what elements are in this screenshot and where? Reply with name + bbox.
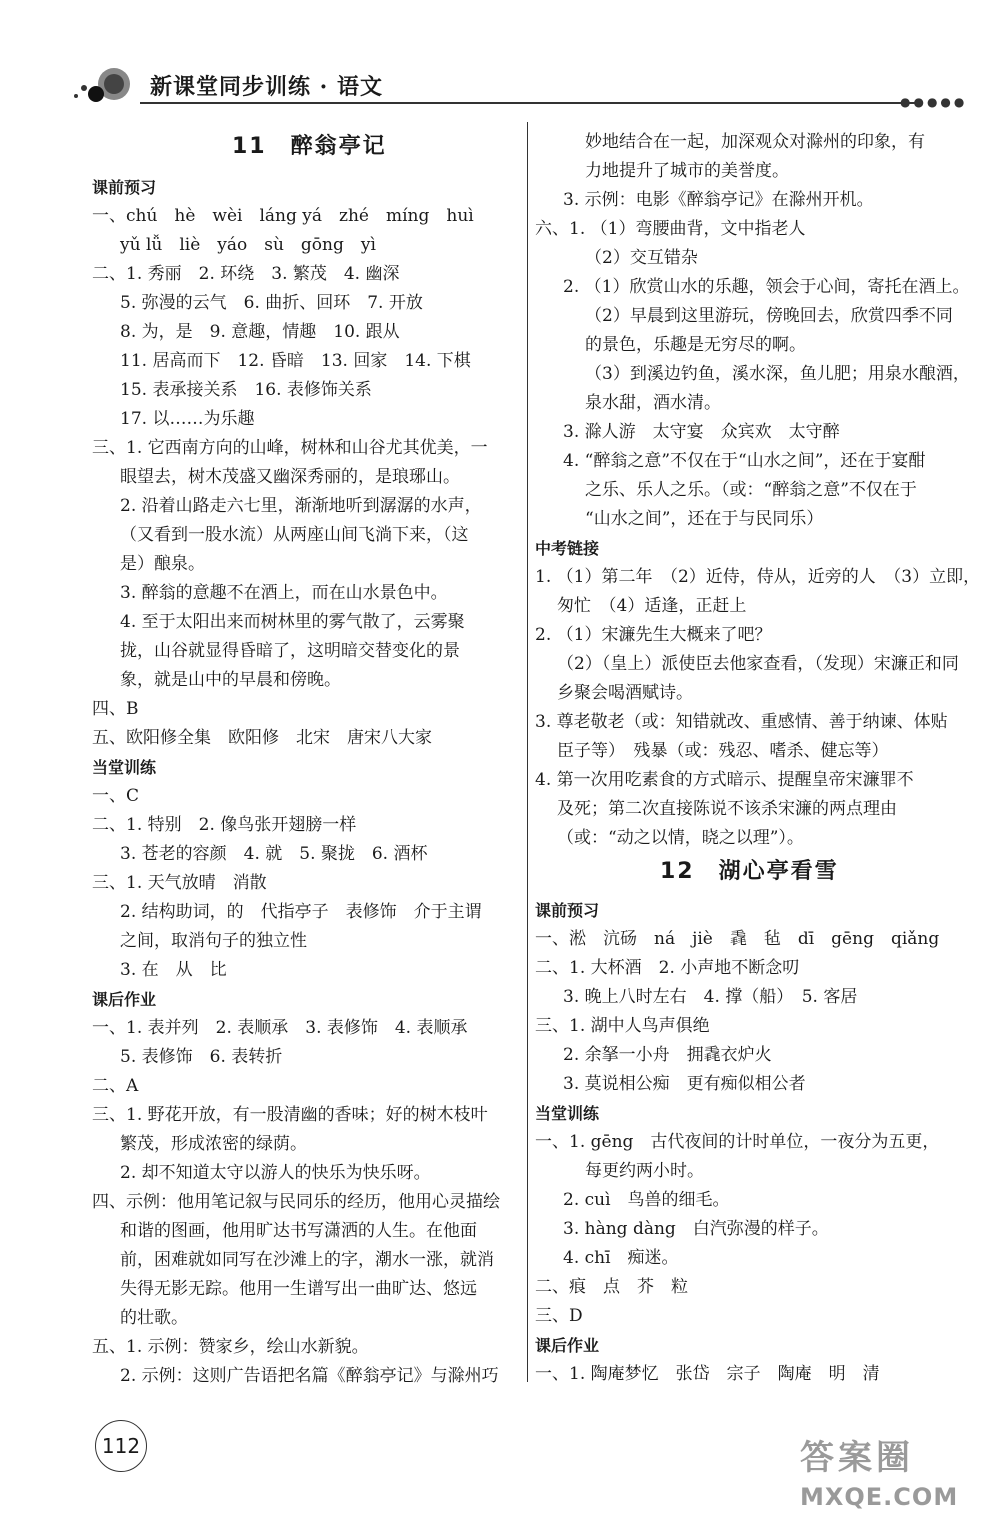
answer-line: 5. 弥漫的云气 6. 曲折、回环 7. 开放 (120, 293, 423, 313)
answer-line: 17. 以……为乐趣 (120, 409, 255, 429)
answer-line: 2. 沿着山路走六七里，渐渐地听到潺潺的水声， (120, 496, 482, 516)
answer-line: 的壮歌。 (120, 1308, 188, 1328)
answer-line: 乡聚会喝酒赋诗。 (557, 683, 693, 703)
section-heading: 课后作业 (92, 990, 157, 1009)
answer-line: 2. （1）欣赏山水的乐趣，领会于心间，寄托在酒上。 (563, 277, 970, 297)
answer-line: 力地提升了城市的美誉度。 (585, 161, 789, 181)
header-dots: ●●●●● (900, 95, 968, 109)
answer-line: 之乐、乐人之乐。（或：“醉翁之意”不仅在于 (585, 480, 917, 500)
header-title: 新课堂同步训练 · 语文 (150, 74, 383, 100)
answer-line: 一、淞 沆砀 ná jiè 毳 毡 dī gēng qiǎng (535, 929, 940, 949)
answer-line: 4. “醉翁之意”不仅在于“山水之间”，还在于宴酣 (563, 451, 926, 471)
answer-line: 一、C (92, 786, 140, 806)
answer-line: 五、欧阳修全集 欧阳修 北宋 唐宋八大家 (92, 728, 432, 748)
answer-line: 三、1. 天气放晴 消散 (92, 873, 267, 893)
answer-line: 4. chī 痴迷。 (563, 1248, 679, 1268)
answer-line: 三、1. 湖中人鸟声俱绝 (535, 1016, 710, 1036)
watermark-url: MXQE.COM (800, 1483, 959, 1511)
watermark (800, 1430, 958, 1511)
answer-line: 二、痕 点 芥 粒 (535, 1277, 688, 1297)
answer-line: “山水之间”，还在于与民同乐） (585, 509, 824, 529)
answer-line: 三、1. 野花开放，有一股清幽的香味；好的树木枝叶 (92, 1105, 488, 1125)
lesson-title: 12 湖心亭看雪 (660, 859, 839, 884)
answer-line: 二、A (92, 1076, 139, 1096)
answer-line: 3. 示例：电影《醉翁亭记》在滁州开机。 (563, 190, 874, 210)
answer-line: 之间，取消句子的独立性 (120, 931, 307, 951)
answer-line: 二、1. 特别 2. 像鸟张开翅膀一样 (92, 815, 357, 835)
answer-line: 五、1. 示例：赞家乡，绘山水新貌。 (92, 1337, 369, 1357)
answer-line: 和谐的图画，他用旷达书写潇洒的人生。在他面 (120, 1221, 477, 1241)
answer-line: 一、chú hè wèi láng yá zhé míng huì (92, 206, 474, 226)
answer-line: 3. hàng dàng 白汽弥漫的样子。 (563, 1219, 829, 1239)
answer-line: 每更约两小时。 (585, 1161, 704, 1181)
answer-line: 前，困难就如同写在沙滩上的字，潮水一涨，就消 (120, 1250, 494, 1270)
answer-line: （又看到一股水流）从两座山间飞淌下来，（这 (120, 525, 469, 545)
answer-line: （3）到溪边钓鱼，溪水深，鱼儿肥；用泉水酿酒， (585, 364, 970, 384)
answer-line: 3. 在 从 比 (120, 960, 227, 980)
answer-line: 失得无影无踪。他用一生谱写出一曲旷达、悠远 (120, 1279, 477, 1299)
answer-line: 2. 示例：这则广告语把名篇《醉翁亭记》与滁州巧 (120, 1366, 499, 1386)
answer-line: 3. 醉翁的意趣不在酒上，而在山水景色中。 (120, 583, 448, 603)
answer-line: 8. 为，是 9. 意趣，情趣 10. 跟从 (120, 322, 400, 342)
lesson-title: 11 醉翁亭记 (232, 134, 387, 159)
answer-line: 2. 余拏一小舟 拥毳衣炉火 (563, 1045, 772, 1065)
answer-line: 2. cuì 鸟兽的细毛。 (563, 1190, 730, 1210)
answer-line: 4. 第一次用吃素食的方式暗示、提醒皇帝宋濂罪不 (535, 770, 914, 790)
answer-line: 11. 居高而下 12. 昏暗 13. 回家 14. 下棋 (120, 351, 471, 371)
answer-line: 臣子等） 残暴（或：残忍、嗜杀、健忘等） (557, 741, 889, 761)
answer-line: 四、示例：他用笔记叙与民同乐的经历，他用心灵描绘 (92, 1192, 500, 1212)
answer-line: 二、1. 大杯酒 2. 小声地不断念叨 (535, 958, 800, 978)
header-rule (140, 102, 920, 104)
answer-line: （2）（皇上）派使臣去他家查看，（发现）宋濂正和同 (557, 654, 959, 674)
answer-line: 一、1. 陶庵梦忆 张岱 宗子 陶庵 明 清 (535, 1364, 880, 1384)
section-heading: 中考链接 (535, 539, 600, 558)
answer-line: 泉水甜，酒水清。 (585, 393, 721, 413)
answer-line: 妙地结合在一起，加深观众对滁州的印象，有 (585, 132, 925, 152)
answer-line: 眼望去，树木茂盛又幽深秀丽的，是琅琊山。 (120, 467, 460, 487)
watermark-logo-text: 答案圈 (800, 1438, 914, 1478)
answer-line: （或：“动之以情，晓之以理”）。 (557, 828, 804, 848)
answer-line: 繁茂，形成浓密的绿荫。 (120, 1134, 307, 1154)
answer-line: 四、B (92, 699, 139, 719)
section-heading: 课前预习 (535, 901, 600, 920)
answer-line: 二、1. 秀丽 2. 环绕 3. 繁茂 4. 幽深 (92, 264, 400, 284)
section-heading: 当堂训练 (535, 1104, 600, 1123)
answer-line: （2）交互错杂 (585, 248, 698, 268)
answer-line: 是）酿泉。 (120, 554, 205, 574)
answer-line: 1. （1）第二年 （2）近侍，侍从，近旁的人 （3）立即， (535, 567, 981, 587)
answer-line: 3. 尊老敬老（或：知错就改、重感情、善于纳谏、体贴 (535, 712, 948, 732)
logo-dots-icon (68, 66, 138, 106)
answer-line: 六、1. （1）弯腰曲背，文中指老人 (535, 219, 806, 239)
answer-line: 15. 表承接关系 16. 表修饰关系 (120, 380, 372, 400)
answer-line: 三、D (535, 1306, 583, 1326)
answer-line: 3. 苍老的容颜 4. 就 5. 聚拢 6. 酒杯 (120, 844, 428, 864)
answer-line: 2. （1）宋濂先生大概来了吧？ (535, 625, 772, 645)
answer-line: （2）早晨到这里游玩，傍晚回去，欣赏四季不同 (585, 306, 953, 326)
answer-line: 一、1. gēng 古代夜间的计时单位，一夜分为五更， (535, 1132, 940, 1152)
answer-line: 2. 却不知道太守以游人的快乐为快乐呀。 (120, 1163, 431, 1183)
answer-line: 2. 结构助词，的 代指亭子 表修饰 介于主谓 (120, 902, 482, 922)
answer-line: 5. 表修饰 6. 表转折 (120, 1047, 283, 1067)
answer-line: 三、1. 它西南方向的山峰，树林和山谷尤其优美，一 (92, 438, 488, 458)
answer-line: 3. 滁人游 太守宴 众宾欢 太守醉 (563, 422, 840, 442)
column-divider (527, 122, 528, 1382)
answer-line: 匆忙 （4）适逢，正赶上 (557, 596, 747, 616)
section-heading: 课前预习 (92, 178, 157, 197)
answer-line: 及死；第二次直接陈说不该杀宋濂的两点理由 (557, 799, 897, 819)
answer-line: 3. 晚上八时左右 4. 撑（船） 5. 客居 (563, 987, 858, 1007)
answer-line: 拢，山谷就显得昏暗了，这明暗交替变化的景 (120, 641, 460, 661)
answer-line: 一、1. 表并列 2. 表顺承 3. 表修饰 4. 表顺承 (92, 1018, 468, 1038)
answer-line: yǔ lǚ liè yáo sù gōng yì (120, 235, 376, 255)
answer-line: 3. 莫说相公痴 更有痴似相公者 (563, 1074, 806, 1094)
section-heading: 课后作业 (535, 1336, 600, 1355)
section-heading: 当堂训练 (92, 758, 157, 777)
answer-line: 4. 至于太阳出来而树林里的雾气散了，云雾聚 (120, 612, 465, 632)
answer-line: 的景色，乐趣是无穷尽的啊。 (585, 335, 806, 355)
page-header (0, 0, 1000, 110)
answer-line: 象，就是山中的早晨和傍晚。 (120, 670, 341, 690)
page-number: 112 (95, 1420, 147, 1472)
